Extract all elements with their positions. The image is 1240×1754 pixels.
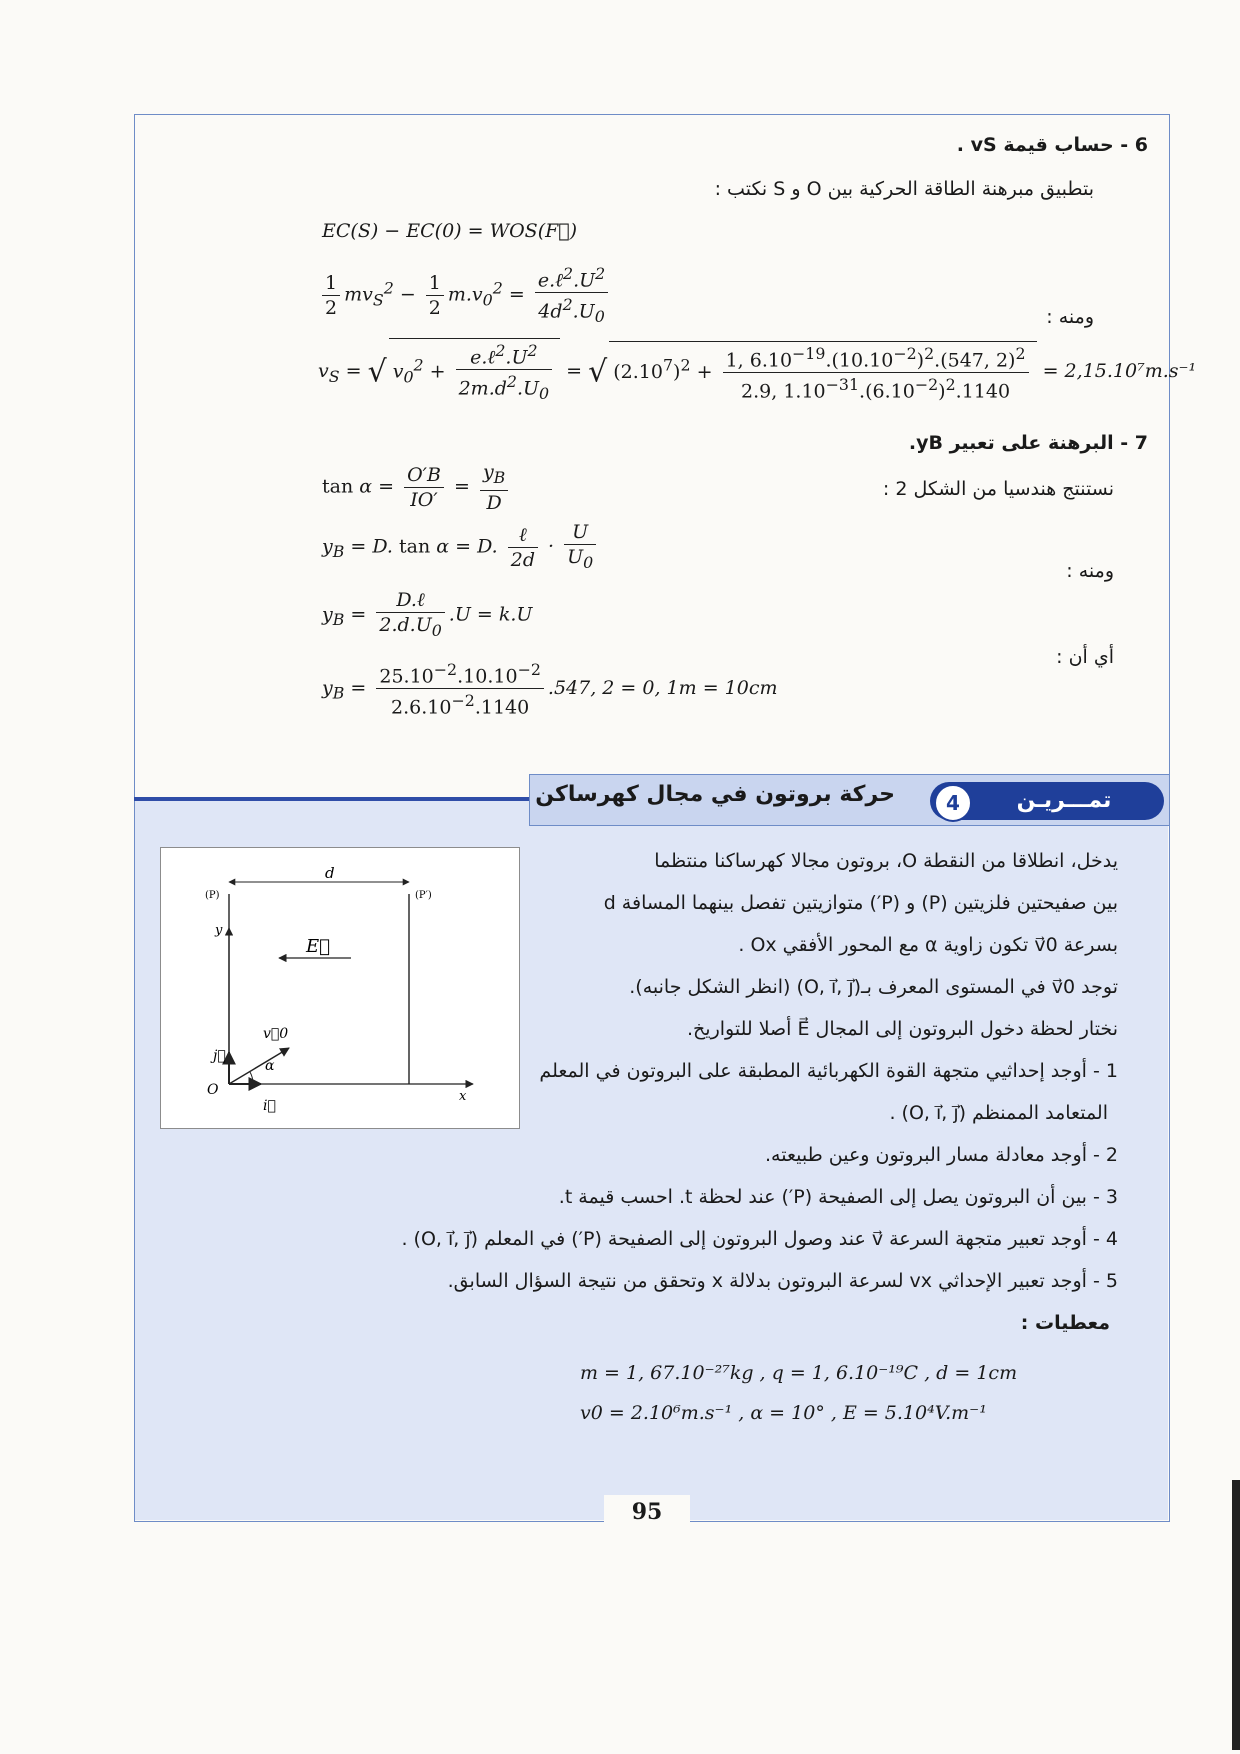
label-j: j⃗ <box>213 1048 226 1064</box>
question-line: 1 - أوجد إحداثيي متجهة القوة الكهربائية المطبقة على البروتون في المعلم <box>539 1060 1118 1082</box>
question-line: المتعامد الممنظم (O, i⃗, j⃗) . <box>889 1102 1108 1124</box>
statement-line: بين صفيحتين فلزيتين (P) و (P′) متوازيتين تفصل بينهما المسافة d <box>603 892 1118 914</box>
exercise-rule <box>134 797 529 801</box>
label-y: y <box>215 923 223 938</box>
label-p-prime: (P′) <box>415 890 432 901</box>
exercise-number: 4 <box>934 784 972 822</box>
exercise-title: حركة بروتون في مجال كهرساكن <box>535 782 895 807</box>
label-i: i⃗ <box>263 1098 276 1114</box>
part7-eq3: $y_B$ = $\frac{\text{D.ℓ}}{2.d.U_0}$ .U = k.U <box>322 589 533 640</box>
part7-intro: نستنتج هندسيا من الشكل 2 : <box>882 478 1114 500</box>
part7-final-tail: .547, 2 = 0, 1m = 10cm <box>547 676 778 699</box>
part6-heading: 6 - حساب قيمة vS . <box>956 134 1148 156</box>
figure-plates <box>160 847 520 1129</box>
part7-eq4: $y_B$ = $\frac{25.10^{-2}.10.10^{-2}}{2.6.10^{-2}.1140}$ .547, 2 = 0, 1m = 10cm <box>322 660 778 719</box>
label-e: E⃗ <box>306 936 330 957</box>
data-label: معطيات : <box>1020 1312 1110 1334</box>
label-v0: v⃗0 <box>263 1026 289 1042</box>
part7-eq1: tan α = $\frac{O'B}{IO'}$ = $\frac{y_B}{D}$ <box>322 460 512 515</box>
figure-svg <box>161 848 519 1128</box>
page-number: 95 <box>604 1495 690 1529</box>
label-d: d <box>325 864 335 882</box>
question-line: 5 - أوجد تعبير الإحداثي vx لسرعة البروتون بدلالة x وتحقق من نتيجة السؤال السابق. <box>447 1270 1118 1292</box>
part6-eq2: $\frac{1}{2}$ $mv_S^2$ − $\frac{1}{2}$ $m.v_0^2$ = $\frac{e.\ell^2.U^2}{4d^2.U_0}$ <box>318 262 612 329</box>
data-line-2: v0 = 2.10⁶m.s⁻¹ , α = 10° , E = 5.10⁴V.m⁻¹ <box>580 1402 987 1424</box>
exercise-questions <box>98 1134 1118 1344</box>
label-o: O <box>207 1082 219 1098</box>
part7-eq2: $y_B = D$. tan α = D. $\frac{\text{ℓ}}{2d}$ · $\frac{U}{U_0}$ <box>322 520 600 575</box>
v0-arrow <box>229 1048 289 1084</box>
statement-line: يدخل، انطلاقا من النقطة O، بروتون مجالا كهرساكنا منتظما <box>654 850 1118 872</box>
question-line: 4 - أوجد تعبير متجهة السرعة v⃗ عند وصول البروتون إلى الصفيحة (P′) في المعلم (O, i⃗, j⃗) . <box>401 1228 1118 1250</box>
exercise-statement <box>518 840 1118 1134</box>
question-line: 3 - بين أن البروتون يصل إلى الصفيحة (P′) عند لحظة t. احسب قيمة t. <box>558 1186 1118 1208</box>
part7-so: ومنه : <box>1066 560 1114 582</box>
statement-line: نختار لحظة دخول البروتون إلى المجال E⃗ أصلا للتواريخ. <box>686 1018 1118 1040</box>
statement-line: بسرعة v⃗0 تكون زاوية α مع المحور الأفقي Ox . <box>738 934 1118 956</box>
statement-line: توجد v⃗0 في المستوى المعرف بـ(O, i⃗, j⃗) (انظر الشكل جانبه). <box>629 976 1118 998</box>
label-alpha: α <box>265 1058 275 1074</box>
alpha-arc <box>250 1072 253 1084</box>
data-line-1: m = 1, 67.10⁻²⁷kg , q = 1, 6.10⁻¹⁹C , d = 1cm <box>580 1362 1018 1384</box>
label-x: x <box>459 1089 467 1104</box>
part6-eq1: EC(S) − EC(0) = WOS(F⃗) <box>322 220 578 242</box>
part6-so: ومنه : <box>1046 306 1094 328</box>
part6-result: = 2,15.10⁷m.s⁻¹ <box>1042 360 1197 383</box>
part6-intro: بتطبيق مبرهنة الطاقة الحركية بين O و S نكتب : <box>714 178 1094 200</box>
part7-heading: 7 - البرهنة على تعبير yB. <box>908 432 1148 454</box>
part6-eq3: $v_S$ = √ $v_0^2$ + $\frac{e.\ell^2.U^2}{2m.d^2.U_0}$ = √ $(2.10^7)^2$ + $\frac{1, 6.10^{-19}.(10.10^{-2})^2.(547, 2)^2}{2.9, 1.10^{-31}.(6.10^{-2})^2.1140}$ = 2,15.10⁷m.s⁻¹ <box>318 338 1196 406</box>
binding-edge <box>1232 1480 1240 1750</box>
question-line: 2 - أوجد معادلة مسار البروتون وعين طبيعته. <box>765 1144 1118 1166</box>
part7-ie: أي أن : <box>1056 646 1114 668</box>
exercise-label: تمـــريـن <box>930 782 1164 820</box>
label-p: (P) <box>205 890 220 901</box>
